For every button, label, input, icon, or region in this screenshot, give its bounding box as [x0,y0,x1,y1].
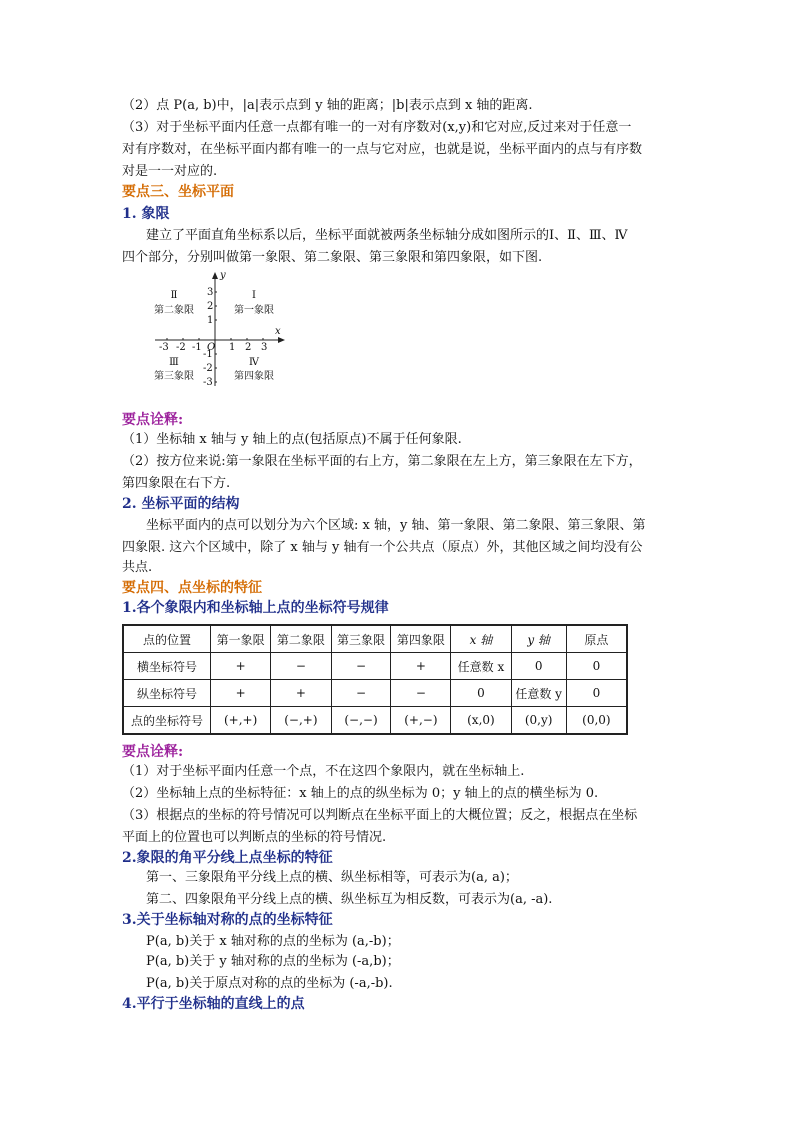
table-cell: 点的坐标符号 [123,707,210,735]
table-cell: (+,+) [210,707,270,735]
table-cell: − [331,680,391,707]
intro-correspondence-line2: 对有序数对，在坐标平面内都有唯一的一点与它对应，也就是说，坐标平面内的点与有序数 [122,142,643,157]
section4-subtitle-signs: 1.各个象限内和坐标轴上点的坐标符号规律 [122,600,389,616]
intro-correspondence-line3: 对是一一对应的. [122,164,218,179]
y-tick-label: 2 [207,301,214,312]
intro-point-distance: （2）点 P(a, b)中，|a|表示点到 y 轴的距离；|b|表示点到 x 轴的距离. [122,98,533,113]
table-cell: 任意数 y [511,680,566,707]
table-cell: + [271,680,331,707]
table-cell: (+,−) [391,707,451,735]
quadrant-4-name: 第四象限 [234,371,274,382]
section3-note2-line1: （2）按方位来说:第一象限在坐标平面的右上方，第二象限在左上方，第三象限在左下方， [122,454,642,469]
section3-title: 要点三、坐标平面 [122,184,234,200]
x-tick-label: 1 [229,342,236,353]
table-cell: + [210,680,270,707]
quadrant-figure [145,268,290,393]
table-row [123,707,627,735]
table-header-cell: 第一象限 [210,625,270,653]
x-tick-label: -1 [192,342,202,353]
bisector-line2: 第二、四象限角平分线上点的横、纵坐标互为相反数，可表示为(a, -a). [146,892,553,907]
section3-note-title: 要点诠释: [122,412,184,428]
quadrant-2-numeral: Ⅱ [170,290,178,301]
y-tick-label: 3 [207,287,214,298]
table-cell: − [271,653,331,680]
table-header-cell: y 轴 [511,625,566,653]
table-cell: − [331,653,391,680]
table-header-cell: 原点 [566,625,627,653]
structure-line3: 共点. [122,560,153,575]
y-tick-label: -2 [203,363,213,374]
quadrant-1-numeral: Ⅰ [252,290,256,301]
table-cell: (x,0) [451,707,511,735]
section4-note-title: 要点诠释: [122,744,184,760]
table-cell: (0,y) [511,707,566,735]
table-cell: 任意数 x [451,653,511,680]
symmetry-x-axis: P(a, b)关于 x 轴对称的点的坐标为 (a,-b)； [146,934,400,949]
table-cell: 横坐标符号 [123,653,210,680]
x-tick-label: -3 [159,342,169,353]
y-axis-arrow [212,272,218,279]
section4-note3-line1: （3）根据点的坐标的符号情况可以判断点在坐标平面上的大概位置；反之，根据点在坐标 [122,808,638,823]
y-tick-label: 1 [207,315,214,326]
quadrant-paragraph-line2: 四个部分，分别叫做第一象限、第二象限、第三象限和第四象限，如下图. [122,250,543,265]
structure-line1: 坐标平面内的点可以划分为六个区域: x 轴，y 轴、第一象限、第二象限、第三象限、第 [146,518,646,533]
section3-subtitle-structure: 2. 坐标平面的结构 [122,496,240,512]
section3-note2-line2: 第四象限在右下方. [122,476,231,491]
symmetry-y-axis: P(a, b)关于 y 轴对称的点的坐标为 (-a,b)； [146,954,400,969]
bisector-line1: 第一、三象限角平分线上点的横、纵坐标相等，可表示为(a, a)； [146,870,518,885]
x-tick-label: -2 [176,342,186,353]
table-cell: 0 [566,653,627,680]
table-header-cell: 第三象限 [331,625,391,653]
section4-note1: （1）对于坐标平面内任意一个点，不在这四个象限内，就在坐标轴上. [122,764,525,779]
quadrant-paragraph-line1: 建立了平面直角坐标系以后，坐标平面就被两条坐标轴分成如图所示的Ⅰ、Ⅱ、Ⅲ、Ⅳ [146,228,628,243]
section4-subtitle-parallel: 4.平行于坐标轴的直线上的点 [122,996,305,1012]
structure-line2: 四象限. 这六个区域中，除了 x 轴与 y 轴有一个公共点（原点）外，其他区域之间均没有公 [122,540,643,555]
y-axis-label: y [220,270,226,281]
table-cell: 0 [451,680,511,707]
quadrant-2-name: 第二象限 [154,305,194,316]
table-header-cell: 第四象限 [391,625,451,653]
section4-title: 要点四、点坐标的特征 [122,580,262,596]
symmetry-origin: P(a, b)关于原点对称的点的坐标为 (-a,-b). [146,976,393,991]
table-cell: (−,+) [271,707,331,735]
table-cell: 纵坐标符号 [123,680,210,707]
x-axis-label: x [275,326,281,337]
x-axis-arrow [278,337,285,343]
section4-subtitle-symmetry: 3.关于坐标轴对称的点的坐标特征 [122,912,333,928]
table-cell: (0,0) [566,707,627,735]
quadrant-4-numeral: Ⅳ [249,357,259,368]
table-cell: + [210,653,270,680]
y-tick-label: -3 [203,377,213,388]
quadrant-3-name: 第三象限 [154,371,194,382]
section3-subtitle-quadrant: 1. 象限 [122,206,170,222]
quadrant-3-numeral: Ⅲ [169,357,179,368]
section3-note1: （1）坐标轴 x 轴与 y 轴上的点(包括原点)不属于任何象限. [122,432,462,447]
table-cell: 0 [511,653,566,680]
table-header-cell: 第二象限 [271,625,331,653]
x-tick-label: 3 [261,342,268,353]
origin-label: O [207,342,216,353]
coordinate-sign-table [122,624,628,735]
table-cell: + [391,653,451,680]
intro-correspondence-line1: （3）对于坐标平面内任意一点都有唯一的一对有序数对(x,y)和它对应,反过来对于任意一 [122,120,632,135]
y-tick-label: -1 [203,349,213,360]
table-row [123,653,627,680]
table-header-row [123,625,627,653]
table-cell: (−,−) [331,707,391,735]
table-cell: 0 [566,680,627,707]
table-cell: − [391,680,451,707]
x-tick-label: 2 [245,342,252,353]
section4-note2: （2）坐标轴上点的坐标特征：x 轴上的点的纵坐标为 0；y 轴上的点的横坐标为 0. [122,786,599,801]
quadrant-1-name: 第一象限 [234,305,274,316]
section4-note3-line2: 平面上的位置也可以判断点的坐标的符号情况. [122,830,387,845]
section4-subtitle-bisector: 2.象限的角平分线上点坐标的特征 [122,850,333,866]
table-header-cell: 点的位置 [123,625,210,653]
table-row [123,680,627,707]
table-header-cell: x 轴 [451,625,511,653]
